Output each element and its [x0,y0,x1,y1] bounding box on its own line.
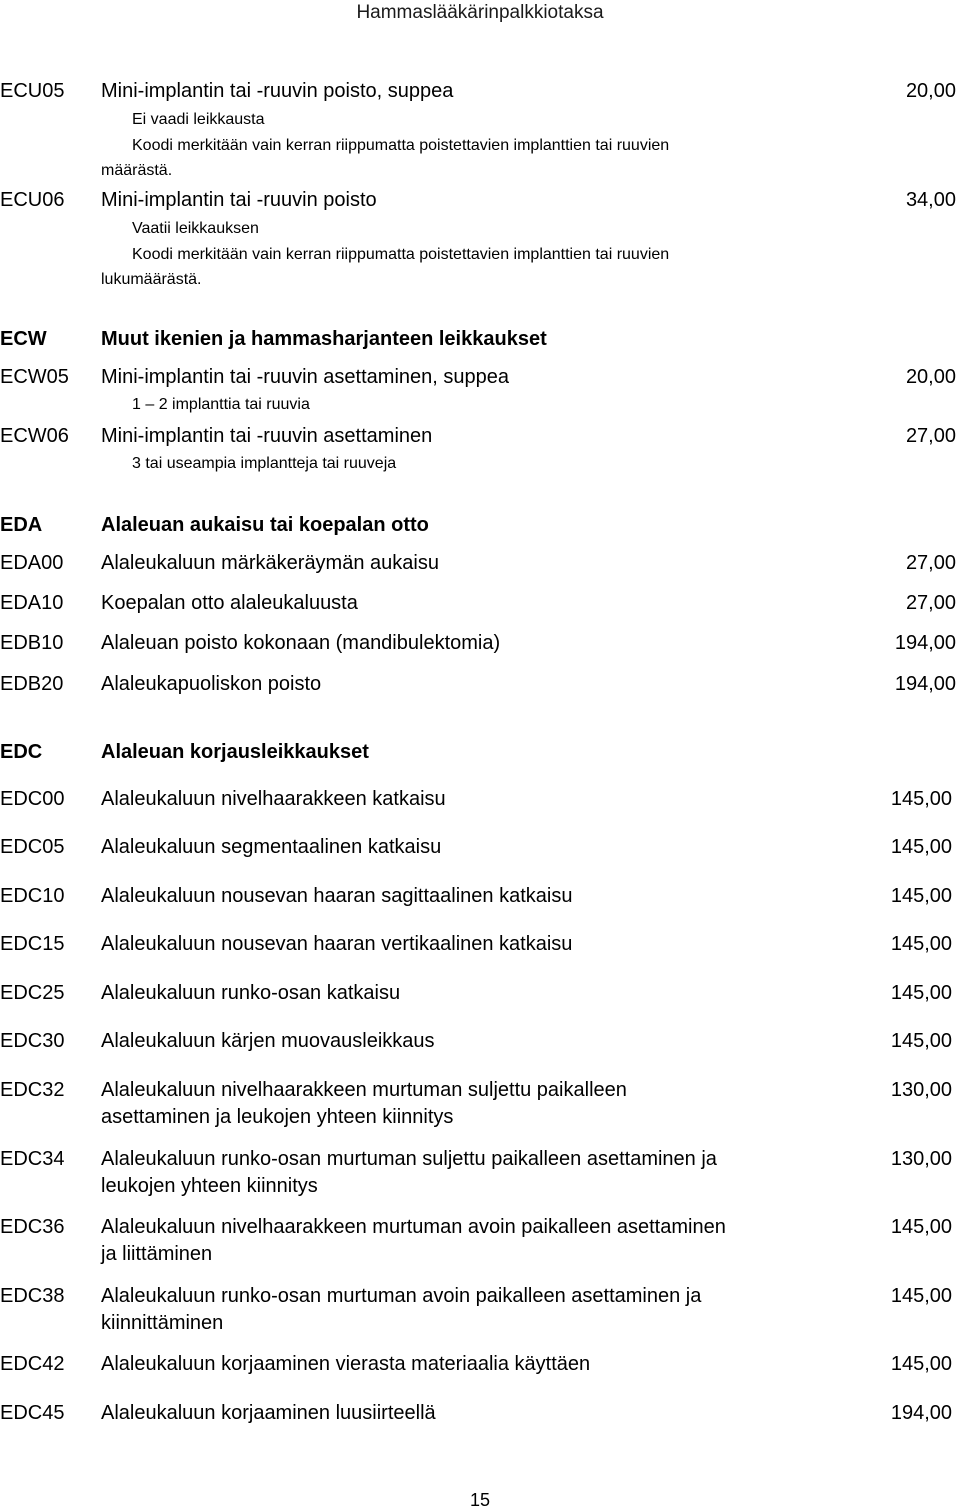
procedure-fee: 27,00 [905,592,956,614]
procedure-fee: 34,00 [905,189,956,211]
procedure-code: EDA00 [0,552,64,574]
procedure-code: EDC34 [0,1148,65,1170]
procedure-code: EDC00 [0,788,65,810]
procedure-code: EDC38 [0,1285,65,1307]
procedure-fee: 194,00 [894,673,956,695]
procedure-description: Mini-implantin tai -ruuvin poisto [101,189,377,211]
procedure-description: Alaleukaluun nousevan haaran vertikaalinen katkaisu [101,933,573,955]
procedure-fee: 145,00 [890,933,952,955]
procedure-note: Koodi merkitään vain kerran riippumatta poistettavien implanttien tai ruuvien [132,246,670,263]
section-title: Muut ikenien ja hammasharjanteen leikkaukset [101,328,547,350]
procedure-code: EDC25 [0,982,65,1004]
procedure-description: Alaleukaluun runko-osan murtuman avoin paikalleen asettaminen ja [101,1285,702,1307]
procedure-fee: 20,00 [905,366,956,388]
procedure-code: ECW06 [0,425,69,447]
procedure-description: Alaleukaluun kärjen muovausleikkaus [101,1030,435,1052]
procedure-description: Alaleukaluun nivelhaarakkeen murtuman suljettu paikalleen [101,1079,627,1101]
procedure-code: EDC36 [0,1216,65,1238]
procedure-description: Koepalan otto alaleukaluusta [101,592,358,614]
procedure-fee: 145,00 [890,885,952,907]
procedure-description-continued: kiinnittäminen [101,1312,224,1334]
procedure-note: Koodi merkitään vain kerran riippumatta poistettavien implanttien tai ruuvien [132,137,670,154]
section-title: Alaleuan korjausleikkaukset [101,741,369,763]
procedure-note: Vaatii leikkauksen [132,220,259,237]
procedure-description: Mini-implantin tai -ruuvin poisto, suppea [101,80,454,102]
procedure-description: Alaleukaluun nivelhaarakkeen murtuman avoin paikalleen asettaminen [101,1216,726,1238]
procedure-code: EDB10 [0,632,64,654]
procedure-code: EDB20 [0,673,64,695]
procedure-description: Alaleukaluun runko-osan katkaisu [101,982,401,1004]
section-title: Alaleuan aukaisu tai koepalan otto [101,514,429,536]
procedure-code: ECW05 [0,366,69,388]
section-code: ECW [0,328,47,350]
procedure-fee: 27,00 [905,552,956,574]
procedure-description: Alaleukaluun korjaaminen vierasta materiaalia käyttäen [101,1353,591,1375]
procedure-description: Alaleukaluun nivelhaarakkeen katkaisu [101,788,446,810]
procedure-code: EDC15 [0,933,65,955]
procedure-code: EDC32 [0,1079,65,1101]
procedure-code: EDC30 [0,1030,65,1052]
procedure-description: Mini-implantin tai -ruuvin asettaminen, suppea [101,366,509,388]
procedure-note: Ei vaadi leikkausta [132,111,265,128]
procedure-code: EDC10 [0,885,65,907]
procedure-fee: 20,00 [905,80,956,102]
procedure-description: Alaleukaluun märkäkeräymän aukaisu [101,552,439,574]
procedure-note: 3 tai useampia implantteja tai ruuveja [132,455,397,472]
procedure-code: EDA10 [0,592,64,614]
procedure-code: EDC42 [0,1353,65,1375]
procedure-description-continued: leukojen yhteen kiinnitys [101,1175,318,1197]
procedure-fee: 145,00 [890,982,952,1004]
page-number: 15 [469,1490,491,1510]
procedure-code: ECU05 [0,80,65,102]
procedure-code: ECU06 [0,189,65,211]
section-code: EDA [0,514,43,536]
procedure-note: lukumäärästä. [101,271,202,288]
procedure-description: Alaleuan poisto kokonaan (mandibulektomia) [101,632,501,654]
procedure-fee: 145,00 [890,1216,952,1238]
procedure-fee: 145,00 [890,836,952,858]
procedure-description: Alaleukaluun segmentaalinen katkaisu [101,836,442,858]
procedure-code: EDC45 [0,1402,65,1424]
procedure-fee: 130,00 [890,1148,952,1170]
procedure-description-continued: ja liittäminen [101,1243,213,1265]
procedure-description: Alaleukapuoliskon poisto [101,673,322,695]
procedure-description: Alaleukaluun nousevan haaran sagittaalinen katkaisu [101,885,573,907]
procedure-fee: 145,00 [890,1353,952,1375]
procedure-fee: 145,00 [890,1030,952,1052]
procedure-fee: 145,00 [890,1285,952,1307]
procedure-note: määrästä. [101,162,173,179]
procedure-description: Mini-implantin tai -ruuvin asettaminen [101,425,433,447]
procedure-fee: 145,00 [890,788,952,810]
procedure-fee: 194,00 [890,1402,952,1424]
procedure-note: 1 – 2 implanttia tai ruuvia [132,396,310,413]
procedure-fee: 130,00 [890,1079,952,1101]
section-code: EDC [0,741,43,763]
page-header-title: Hammaslääkärinpalkkiotaksa [356,2,604,23]
procedure-description-continued: asettaminen ja leukojen yhteen kiinnitys [101,1106,454,1128]
procedure-code: EDC05 [0,836,65,858]
procedure-fee: 194,00 [894,632,956,654]
procedure-description: Alaleukaluun korjaaminen luusiirteellä [101,1402,436,1424]
procedure-fee: 27,00 [905,425,956,447]
procedure-description: Alaleukaluun runko-osan murtuman suljettu paikalleen asettaminen ja [101,1148,717,1170]
